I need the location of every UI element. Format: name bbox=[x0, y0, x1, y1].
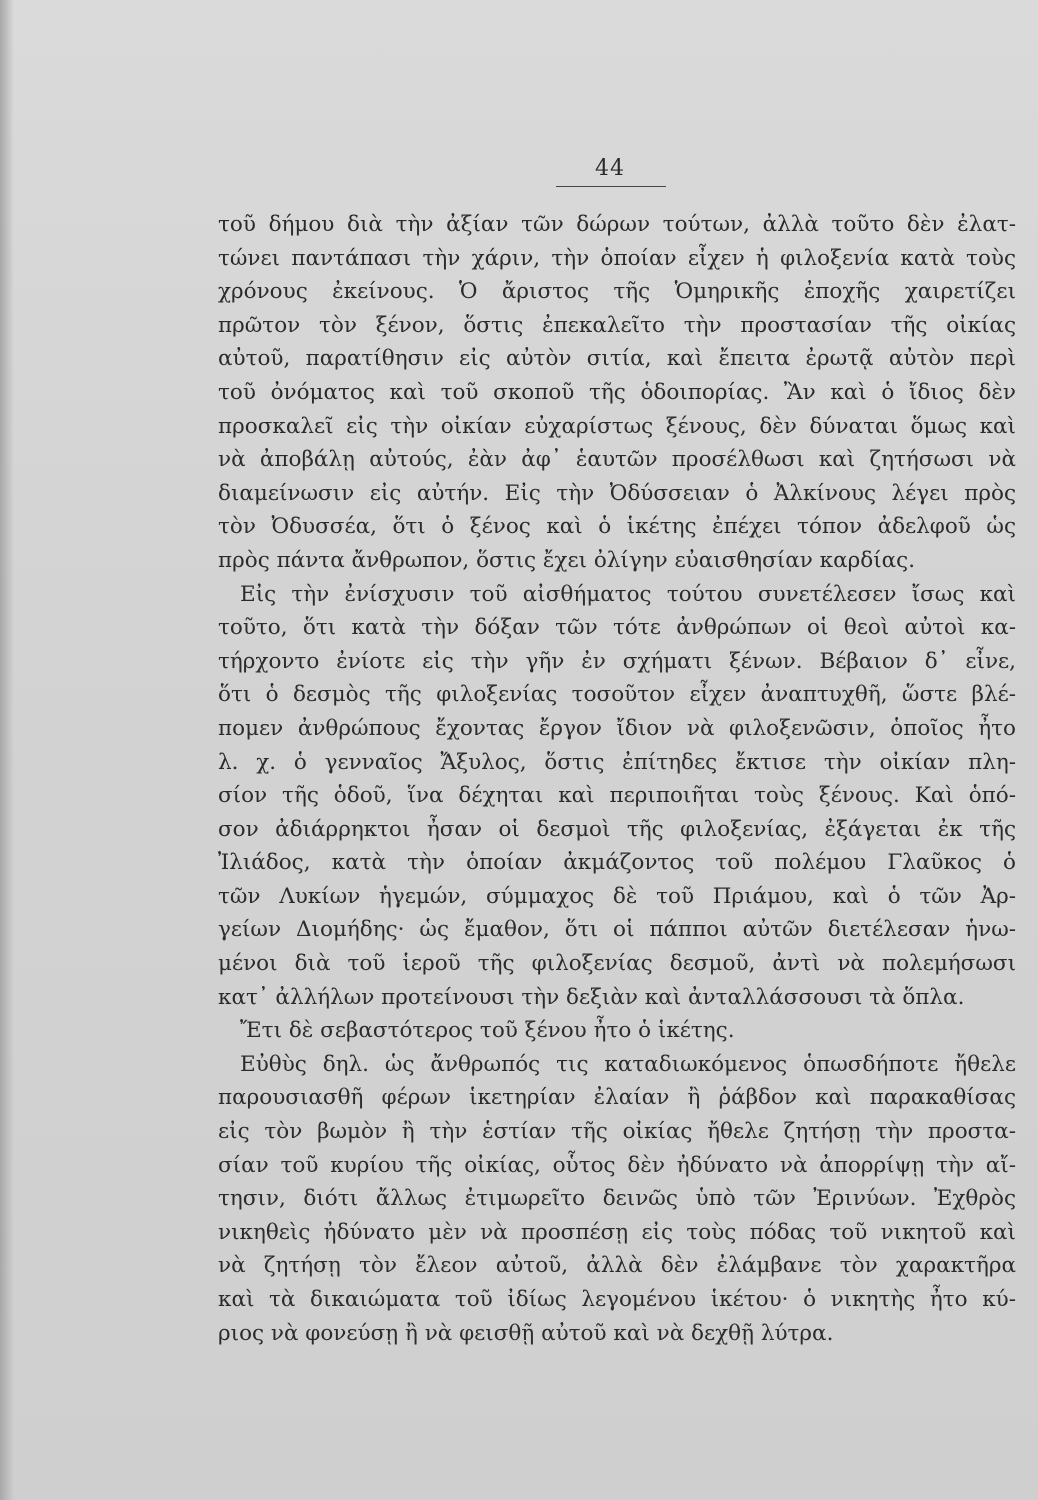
text-line: καὶ τὰ δικαιώματα τοῦ ἰδίως λεγομένου ἱκέτου· ὁ νικητὴς ἦτο κύ- bbox=[218, 1287, 1016, 1312]
text-line: τησιν, διότι ἄλλως ἐτιμωρεῖτο δεινῶς ὑπὸ τῶν Ἐρινύων. Ἐχθρὸς bbox=[218, 1186, 1016, 1212]
text-line: γείων Διομήδης· ὡς ἔμαθον, ὅτι οἱ πάπποι αὐτῶν διετέλεσαν ἡνω- bbox=[218, 917, 1016, 943]
text-line: νὰ ζητήσῃ τὸν ἔλεον αὐτοῦ, ἀλλὰ δὲν ἐλάμβανε τὸν χαρακτῆρα bbox=[218, 1253, 1016, 1279]
text-line: τοῦτο, ὅτι κατὰ τὴν δόξαν τῶν τότε ἀνθρώπων οἱ θεοὶ αὐτοὶ κα- bbox=[218, 615, 1016, 641]
text-line: Ἰλιάδος, κατὰ τὴν ὁποίαν ἀκμάζοντος τοῦ πολέμου Γλαῦκος ὁ bbox=[218, 850, 1016, 876]
text-line: νικηθεὶς ἠδύνατο μὲν νὰ προσπέσῃ εἰς τοὺς πόδας τοῦ νικητοῦ καὶ bbox=[218, 1219, 1016, 1245]
text-line: σίαν τοῦ κυρίου τῆς οἰκίας, οὗτος δὲν ἠδύνατο νὰ ἀπορρίψῃ τὴν αἴ- bbox=[218, 1152, 1016, 1178]
text-line: αὐτοῦ, παρατίθησιν εἰς αὐτὸν σιτία, καὶ ἔπειτα ἐρωτᾷ αὐτὸν περὶ bbox=[218, 346, 1016, 372]
text-line: πρῶτον τὸν ξένον, ὅστις ἐπεκαλεῖτο τὴν προστασίαν τῆς οἰκίας bbox=[218, 312, 1016, 338]
body-text bbox=[218, 208, 1016, 1350]
text-line: πομεν ἀνθρώπους ἔχοντας ἔργον ἴδιον νὰ φιλοξενῶσιν, ὁποῖος ἦτο bbox=[218, 715, 1016, 741]
text-line: Εἰς τὴν ἐνίσχυσιν τοῦ αἰσθήματος τούτου συνετέλεσεν ἴσως καὶ bbox=[240, 581, 1016, 607]
text-line: λ. χ. ὁ γενναῖος Ἄξυλος, ὅστις ἐπίτηδες ἔκτισε τὴν οἰκίαν πλη- bbox=[218, 749, 1016, 775]
text-line: σίον τῆς ὁδοῦ, ἵνα δέχηται καὶ περιποιῆται τοὺς ξένους. Καὶ ὁπό- bbox=[218, 783, 1016, 809]
text-line: τοῦ ὀνόματος καὶ τοῦ σκοποῦ τῆς ὁδοιπορίας. Ἂν καὶ ὁ ἴδιος δὲν bbox=[218, 379, 1016, 405]
text-line: προσκαλεῖ εἰς τὴν οἰκίαν εὐχαρίστως ξένους, δὲν δύναται ὅμως καὶ bbox=[218, 413, 1016, 439]
text-line: τῶν Λυκίων ἡγεμών, σύμμαχος δὲ τοῦ Πριάμου, καὶ ὁ τῶν Ἀρ- bbox=[218, 883, 1016, 909]
text-line: τοῦ δήμου διὰ τὴν ἀξίαν τῶν δώρων τούτων, ἀλλὰ τοῦτο δὲν ἐλατ- bbox=[218, 212, 1016, 237]
text-line: μένοι διὰ τοῦ ἱεροῦ τῆς φιλοξενίας δεσμοῦ, ἀντὶ νὰ πολεμήσωσι bbox=[218, 951, 1016, 977]
text-line: ριος νὰ φονεύσῃ ἢ νὰ φεισθῇ αὐτοῦ καὶ νὰ δεχθῇ λύτρα. bbox=[218, 1320, 834, 1346]
text-line: εἰς τὸν βωμὸν ἢ τὴν ἑστίαν τῆς οἰκίας ἤθελε ζητήσῃ τὴν προστα- bbox=[218, 1119, 1016, 1145]
text-line: κατ᾽ ἀλλήλων προτείνουσι τὴν δεξιὰν καὶ ἀνταλλάσσουσι τὰ ὅπλα. bbox=[218, 984, 965, 1010]
text-line: τὸν Ὀδυσσέα, ὅτι ὁ ξένος καὶ ὁ ἱκέτης ἐπέχει τόπον ἀδελφοῦ ὡς bbox=[218, 514, 1016, 540]
text-line: ὅτι ὁ δεσμὸς τῆς φιλοξενίας τοσοῦτον εἶχεν ἀναπτυχθῆ, ὥστε βλέ- bbox=[218, 682, 1016, 708]
text-line: νὰ ἀποβάλῃ αὐτούς, ἐὰν ἀφ᾽ ἑαυτῶν προσέλθωσι καὶ ζητήσωσι νὰ bbox=[218, 447, 1016, 473]
text-line: τήρχοντο ἐνίοτε εἰς τὴν γῆν ἐν σχήματι ξένων. Βέβαιον δ᾽ εἶνε, bbox=[218, 648, 1016, 674]
text-line: χρόνους ἐκείνους. Ὁ ἄριστος τῆς Ὁμηρικῆς ἐποχῆς χαιρετίζει bbox=[218, 279, 1016, 305]
text-line: τώνει παντάπασι τὴν χάριν, τὴν ὁποίαν εἶχεν ἡ φιλοξενία κατὰ τοὺς bbox=[218, 245, 1016, 271]
page-number: 44 bbox=[595, 156, 625, 181]
text-line: παρουσιασθῆ φέρων ἱκετηρίαν ἐλαίαν ἢ ῥάβδον καὶ παρακαθίσας bbox=[218, 1085, 1016, 1111]
text-line: Ἔτι δὲ σεβαστότερος τοῦ ξένου ἦτο ὁ ἱκέτης. bbox=[240, 1018, 735, 1044]
text-line: διαμείνωσιν εἰς αὐτήν. Εἰς τὴν Ὀδύσσειαν ὁ Ἀλκίνους λέγει πρὸς bbox=[218, 480, 1016, 506]
page-edge-shadow bbox=[0, 0, 14, 1500]
text-line: Εὐθὺς δηλ. ὡς ἄνθρωπός τις καταδιωκόμενος ὁπωσδήποτε ἤθελε bbox=[240, 1051, 1016, 1077]
text-line: πρὸς πάντα ἄνθρωπον, ὅστις ἔχει ὀλίγην εὐαισθησίαν καρδίας. bbox=[218, 547, 916, 573]
text-line: σον ἀδιάρρηκτοι ἦσαν οἱ δεσμοὶ τῆς φιλοξενίας, ἐξάγεται ἐκ τῆς bbox=[218, 816, 1016, 842]
page-number-rule bbox=[556, 186, 666, 187]
